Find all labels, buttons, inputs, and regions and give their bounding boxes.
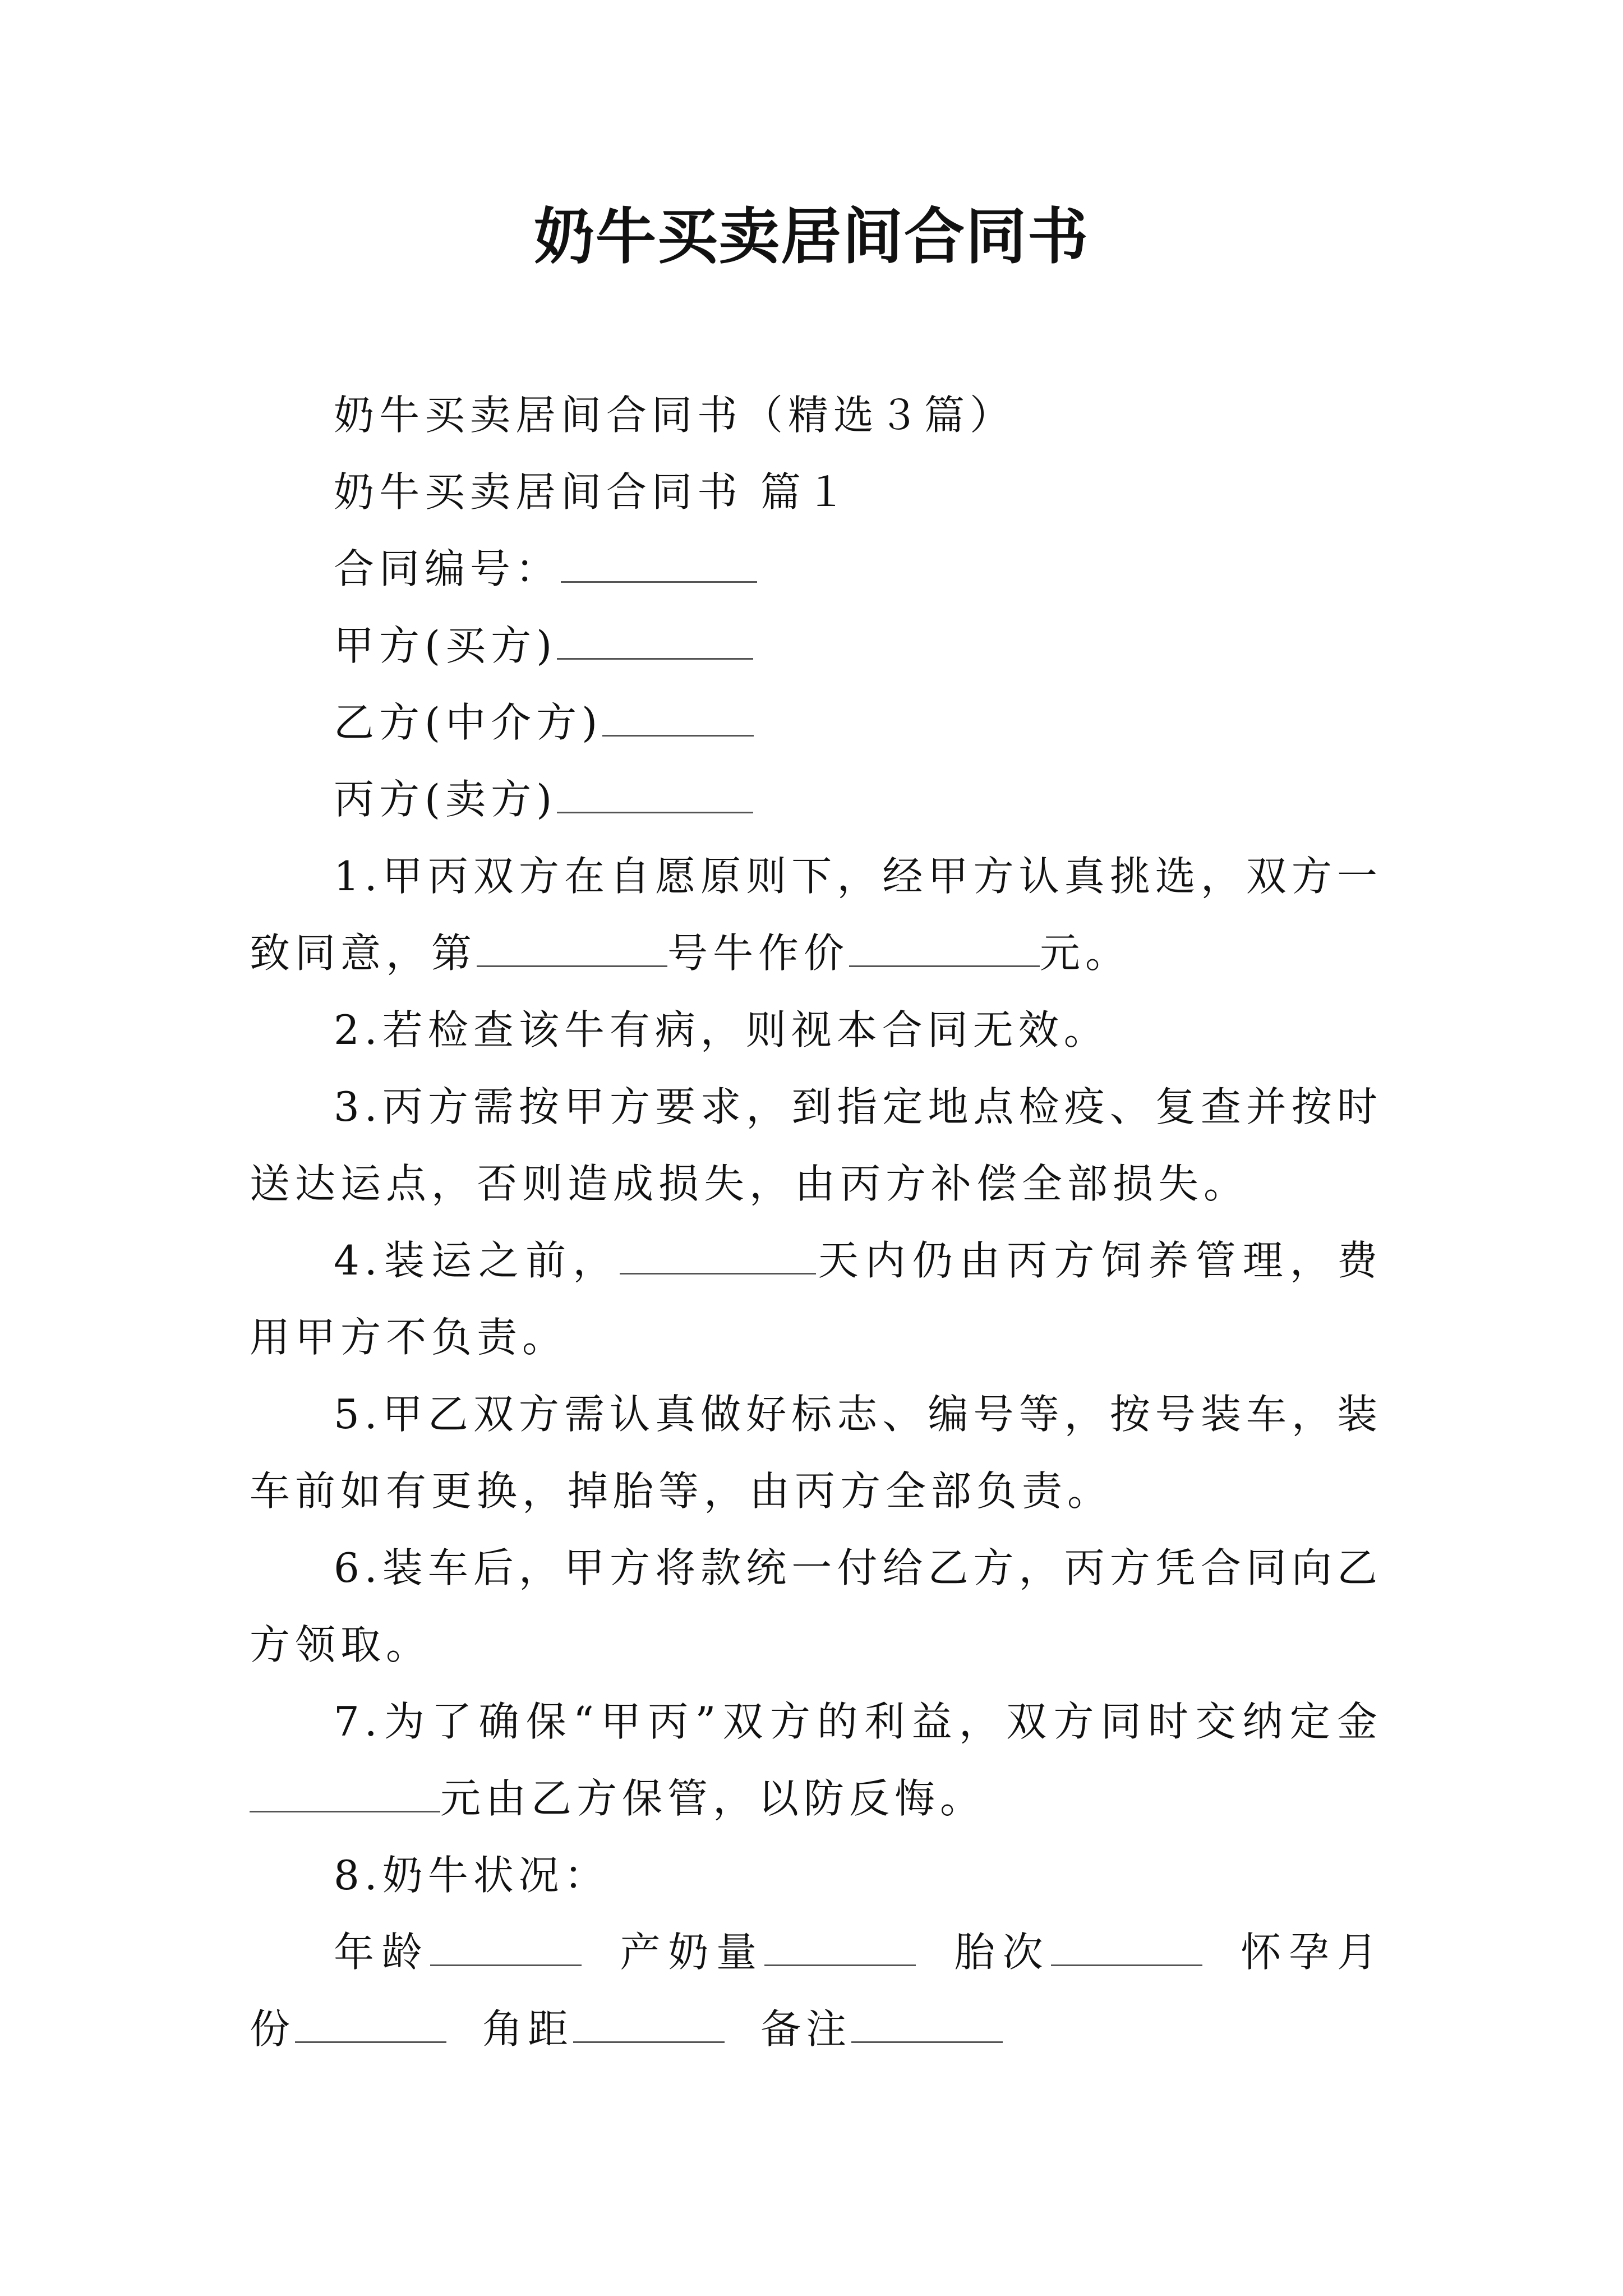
party-c-blank — [557, 777, 753, 813]
remarks-label: 备注 — [760, 2005, 852, 2053]
document-title: 奶牛买卖居间合同书 — [533, 201, 1089, 272]
clause-4-text-b: 天内仍由丙方饲养管理，费用甲方不负责。 — [250, 1237, 1382, 1361]
milk-yield-label: 产奶量 — [617, 1929, 764, 1976]
age-label: 年龄 — [334, 1929, 430, 1976]
horn-distance-label: 角距 — [482, 2005, 574, 2053]
collection-heading: 奶牛买卖居间合同书（精选３篇） — [334, 392, 1016, 439]
party-c-line — [250, 761, 1382, 838]
clause-4-text-a: 4.装运之前， — [334, 1237, 620, 1284]
clause-1 — [250, 838, 1382, 992]
cow-status-fields — [250, 1914, 1382, 2068]
pregnancy-month-label: 怀孕月份 — [250, 1929, 1382, 2053]
contract-number-label: 合同编号： — [334, 545, 561, 592]
party-a-label: 甲方(买方) — [334, 622, 557, 669]
clause-8-title: 8.奶牛状况： — [334, 1852, 610, 1899]
remarks-blank — [851, 2007, 1003, 2043]
part-heading: 奶牛买卖居间合同书 篇１ — [334, 468, 851, 516]
horn-distance-blank — [573, 2007, 725, 2043]
price-blank — [849, 931, 1040, 967]
clause-7-text-b: 元由乙方保管，以防反悔。 — [440, 1775, 986, 1822]
clause-5: 5.甲乙双方需认真做好标志、编号等，按号装车，装车前如有更换，掉胎等，由丙方全部负责。 — [250, 1391, 1382, 1515]
clause-4 — [250, 1222, 1382, 1376]
milk-yield-blank — [764, 1930, 916, 1966]
clause-7-text-a: 7.为了确保“甲丙”双方的利益，双方同时交纳定金 — [334, 1698, 1382, 1745]
party-a-blank — [557, 623, 753, 660]
deposit-blank — [250, 1776, 440, 1812]
party-a-line — [250, 608, 1382, 684]
clause-7 — [250, 1683, 1382, 1837]
clause-1-text-c: 元。 — [1040, 930, 1131, 977]
pregnancy-month-blank — [295, 2007, 446, 2043]
clause-2: 2.若检查该牛有病，则视本合同无效。 — [334, 1006, 1109, 1053]
document-body — [250, 377, 1382, 2068]
cow-number-blank — [477, 931, 667, 967]
age-blank — [430, 1930, 582, 1966]
party-b-blank — [602, 700, 754, 737]
clause-1-text-a: 1.甲丙双方在自愿原则下，经甲方认真挑选，双方一致同意，第 — [250, 853, 1382, 977]
clause-6: 6.装车后，甲方将款统一付给乙方，丙方凭合同向乙方领取。 — [250, 1544, 1382, 1668]
party-b-label: 乙方(中介方) — [334, 699, 603, 746]
parity-blank — [1051, 1930, 1202, 1966]
parity-label: 胎次 — [952, 1929, 1051, 1976]
contract-number-blank — [561, 546, 757, 583]
clause-1-text-b: 号牛作价 — [667, 930, 850, 977]
party-c-label: 丙方(卖方) — [334, 776, 557, 823]
contract-number-line — [250, 531, 1382, 608]
party-b-line — [250, 684, 1382, 761]
clause-3: 3.丙方需按甲方要求，到指定地点检疫、复查并按时送达运点，否则造成损失，由丙方补偿全部损失。 — [250, 1083, 1382, 1207]
days-blank — [620, 1238, 816, 1274]
